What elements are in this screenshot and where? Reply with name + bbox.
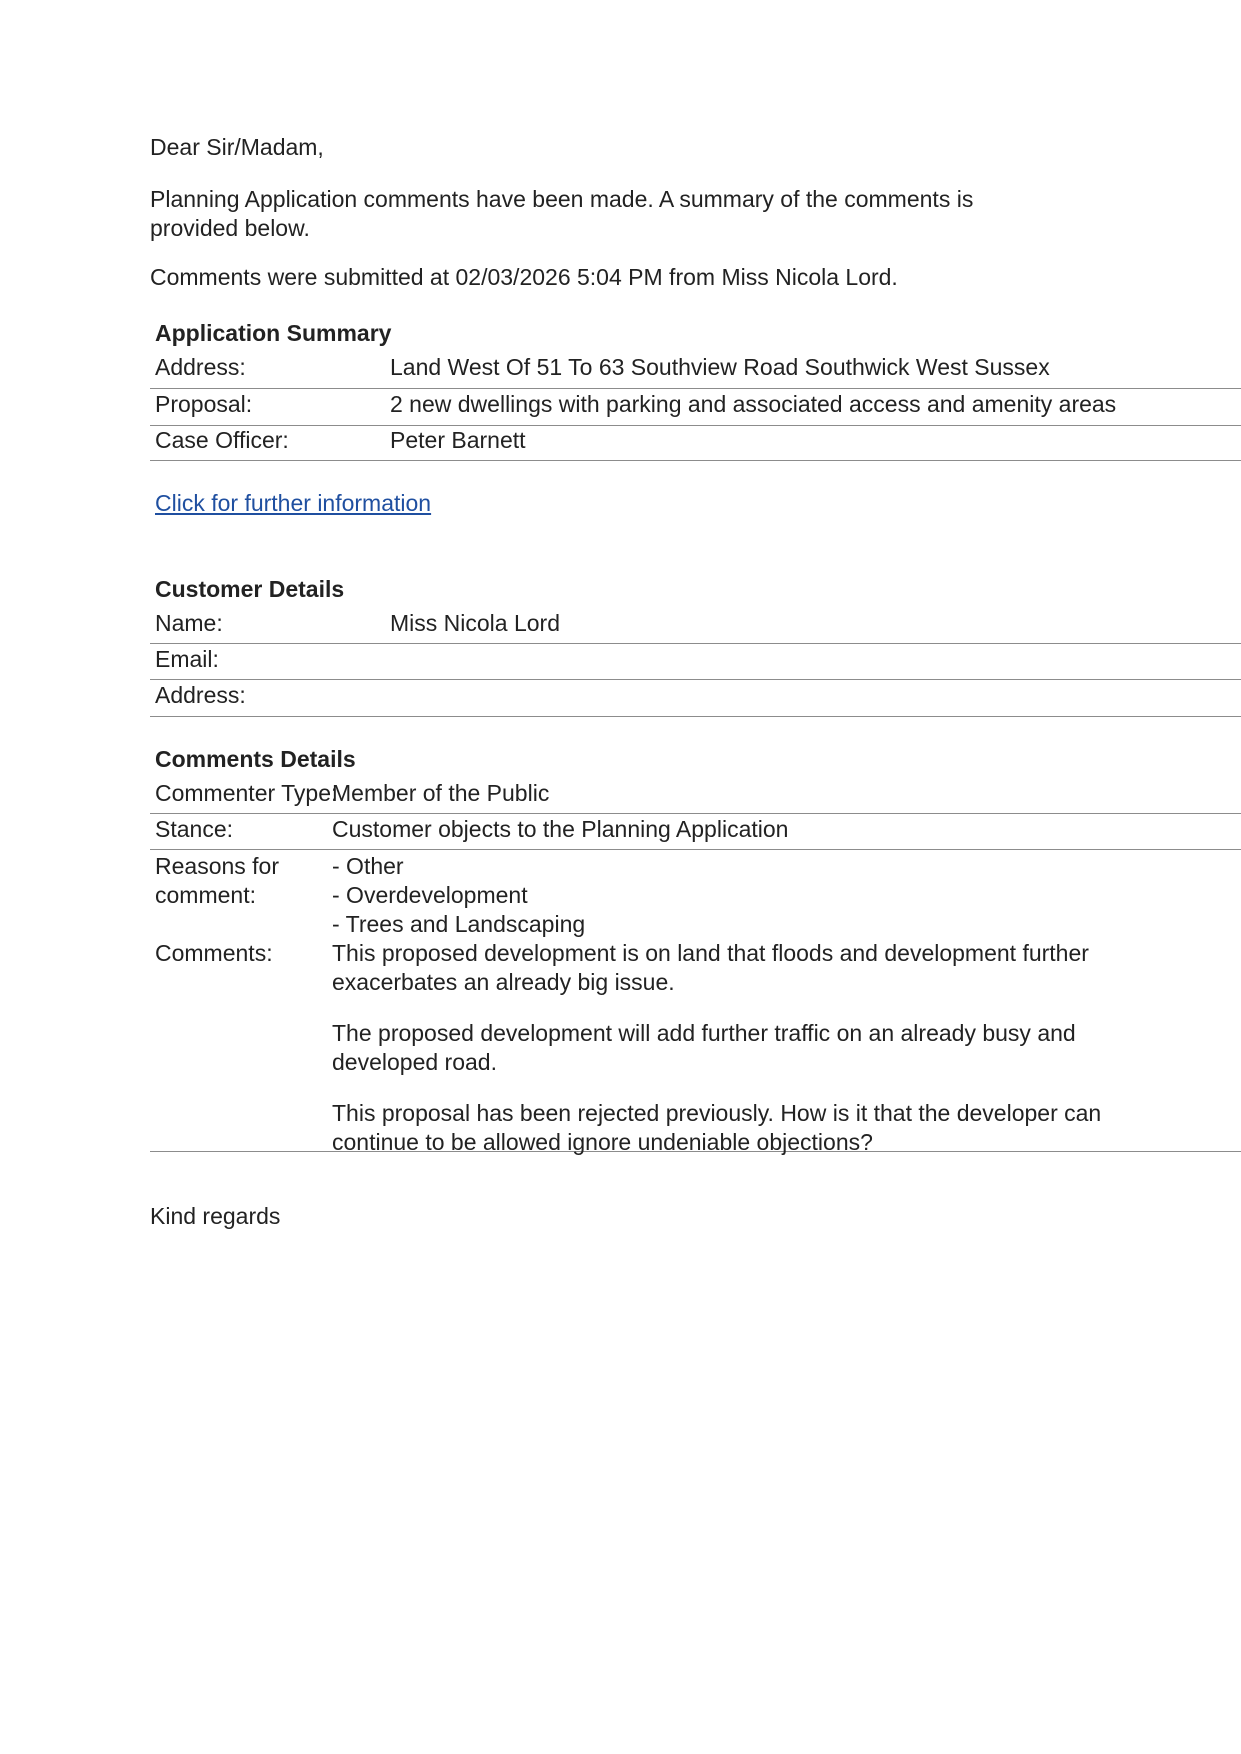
comment-line: developed road. bbox=[332, 1049, 497, 1075]
comments-row-stance bbox=[150, 815, 1241, 850]
row-label bbox=[155, 852, 279, 910]
row-label: Address: bbox=[155, 354, 246, 380]
comment-line: continue to be allowed ignore undeniable objections? bbox=[332, 1129, 873, 1155]
row-value: Miss Nicola Lord bbox=[390, 610, 560, 636]
row-label: Address: bbox=[155, 682, 246, 708]
row-value: Member of the Public bbox=[332, 780, 550, 806]
comments-text bbox=[332, 939, 1101, 1157]
summary-row-proposal bbox=[150, 390, 1241, 426]
customer-row-email bbox=[150, 645, 1241, 680]
reasons-list bbox=[332, 852, 585, 939]
closing: Kind regards bbox=[150, 1203, 281, 1229]
comments-row-reasons bbox=[150, 852, 1241, 938]
row-label: Name: bbox=[155, 610, 223, 636]
paragraph-gap bbox=[332, 997, 1101, 1019]
intro-paragraph bbox=[150, 185, 973, 243]
reason-item: - Trees and Landscaping bbox=[332, 911, 586, 937]
label-line: comment: bbox=[155, 882, 256, 908]
summary-row-case-officer bbox=[150, 426, 1241, 461]
row-label: Stance: bbox=[155, 816, 233, 842]
row-value: Peter Barnett bbox=[390, 427, 526, 453]
customer-row-name bbox=[150, 609, 1241, 644]
intro-line: Planning Application comments have been made. A summary of the comments is bbox=[150, 186, 974, 212]
row-value: 2 new dwellings with parking and associated access and amenity areas bbox=[390, 391, 1117, 417]
row-value: Customer objects to the Planning Application bbox=[332, 816, 789, 842]
customer-details-title: Customer Details bbox=[155, 576, 345, 602]
comment-line: This proposed development is on land that floods and development further bbox=[332, 940, 1089, 966]
row-label: Commenter Type: bbox=[155, 780, 338, 806]
comment-line: This proposal has been rejected previously. How is it that the developer can bbox=[332, 1100, 1102, 1126]
further-information-link[interactable]: Click for further information bbox=[155, 490, 432, 516]
comment-line: exacerbates an already big issue. bbox=[332, 969, 675, 995]
row-label: Email: bbox=[155, 646, 219, 672]
row-label: Proposal: bbox=[155, 391, 253, 417]
reason-item: - Overdevelopment bbox=[332, 882, 528, 908]
comments-row-comments bbox=[150, 939, 1241, 1155]
summary-row-address bbox=[150, 353, 1241, 389]
greeting: Dear Sir/Madam, bbox=[150, 134, 324, 160]
paragraph-gap bbox=[332, 1077, 1101, 1099]
customer-row-address bbox=[150, 681, 1241, 717]
comments-details-title: Comments Details bbox=[155, 746, 356, 772]
comments-row-commenter-type bbox=[150, 779, 1241, 814]
comment-line: The proposed development will add further traffic on an already busy and bbox=[332, 1020, 1076, 1046]
application-summary-title: Application Summary bbox=[155, 320, 392, 346]
row-value: Land West Of 51 To 63 Southview Road Southwick West Sussex bbox=[390, 354, 1050, 380]
row-label: Comments: bbox=[155, 940, 273, 966]
row-label: Case Officer: bbox=[155, 427, 289, 453]
label-line: Reasons for bbox=[155, 853, 280, 879]
intro-line: provided below. bbox=[150, 215, 310, 241]
submitted-statement: Comments were submitted at 02/03/2026 5:04 PM from Miss Nicola Lord. bbox=[150, 264, 898, 290]
reason-item: - Other bbox=[332, 853, 404, 879]
